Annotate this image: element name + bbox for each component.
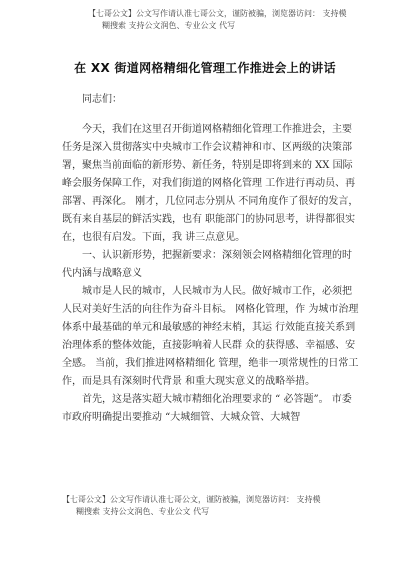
section-heading: 一、认识新形势，把握新要求：深刻领会网格精细化管理的时代内涵与战略意义 (62, 250, 352, 279)
header-line-2: 糊搜索 支持公文润色、专业公文 代写 (102, 21, 236, 30)
greeting: 同志们： (82, 94, 122, 105)
page-footer (62, 494, 382, 518)
footer-line-2: 糊搜索 支持公文润色、专业公文 代写 (76, 507, 210, 516)
header-line-1: 【七哥公文】公文写作请认准七哥公文，谨防被骗，浏览器访问： 支持模 (88, 9, 347, 18)
paragraph: 城市是人民的城市，人民城市为人民。做好城市工作，必须把人民对美好生活的向往作为奋斗目标。 网格化管理，作 为城市治理体系中最基础的单元和最敏感的神经末梢，其运 行效能直接关系到治理体系的整体效能，直接影响着人民群 众的获得感、幸福感、安全感。 当前，我们推进网格精细化 管理，绝非一项常规性的日常工作，而是具有深刻时代背景 和重大现实意义的战略举措。 (62, 286, 359, 387)
page-header (88, 8, 388, 32)
document-body (62, 91, 360, 427)
document-title: 在 XX 街道网格精细化管理工作推进会上的讲话 (74, 61, 336, 75)
paragraph: 首先，这是落实超大城市精细化治理要求的 “ 必答题”。 市委市政府明确提出要推动 “大城细管、大城众管、大城智 (62, 394, 352, 423)
paragraph: 今天，我们在这里召开街道网格精细化管理工作推进会，主要任务是深入贯彻落实中央城市工作会议精神和市、区两级的决策部署，聚焦当前面临的新形势、新任务，特别是即将到来的 XX 国际峰会服务保障工作，对我们街道的网格化管理 工作进行再动员、再部署、再深化。 刚才，几位同志分别从 不同角度作了很好的发言，既有来自基层的鲜活实践，也有 职能部门的协同思考，讲得都很实在，也很有启发。下面，我 讲三点意见。 (62, 124, 359, 243)
footer-line-1: 【七哥公文】公文写作请认准七哥公文，谨防被骗，浏览器访问： 支持模 (62, 495, 321, 504)
